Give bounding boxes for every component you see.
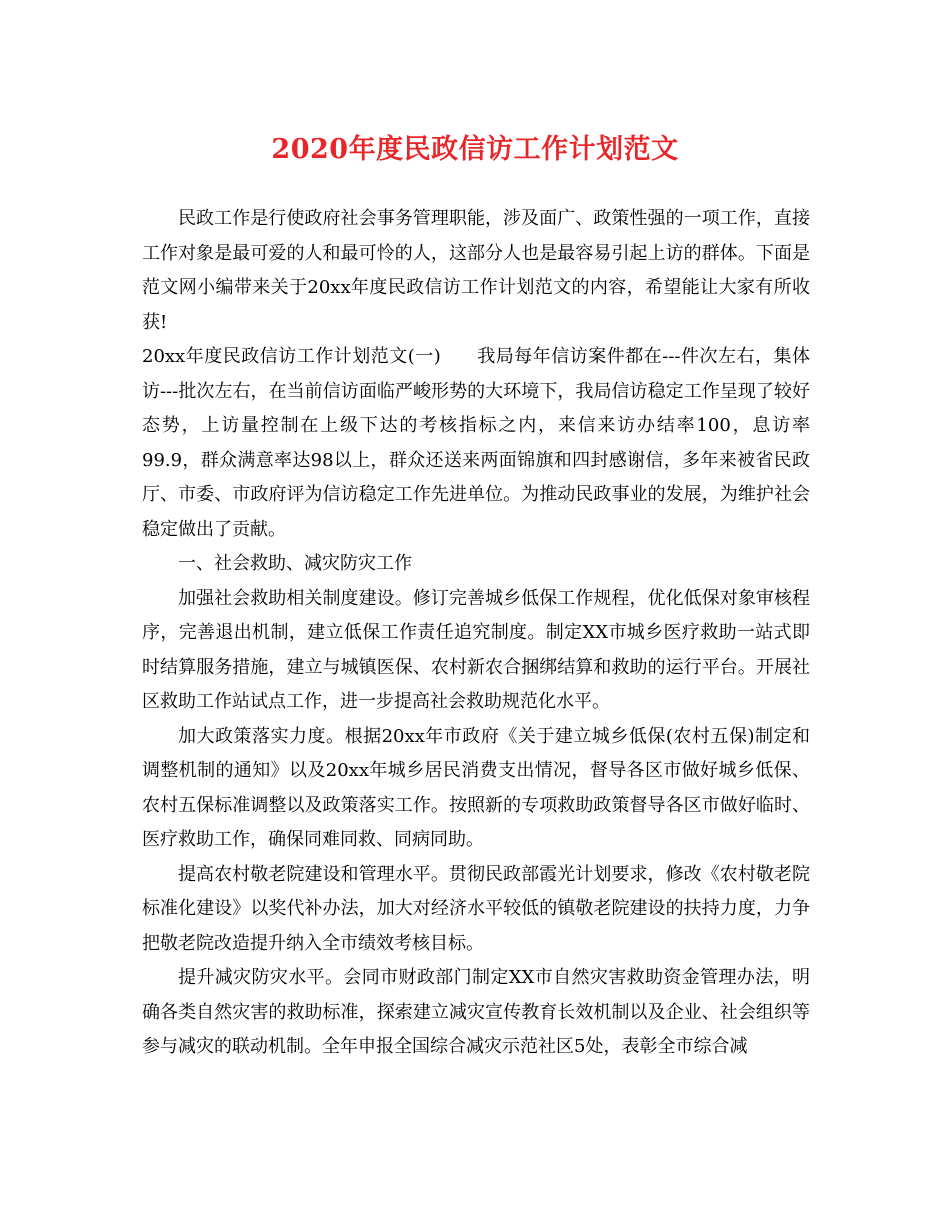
paragraph-social-aid-system: 加强社会救助相关制度建设。修订完善城乡低保工作规程，优化低保对象审核程序，完善退出机制，建立低保工作责任追究制度。制定XX市城乡医疗救助一站式即时结算服务措施，建立与城镇医保、农村新农合捆绑结算和救助的运行平台。开展社区救助工作站试点工作，进一步提高社会救助规范化水平。 — [142, 587, 810, 712]
subheading-social-aid: 一、社会救助、减灾防灾工作 — [178, 553, 412, 574]
section1-text: 我局每年信访案件都在---件次左右，集体访---批次左右，在当前信访面临严峻形势的大环境下，我局信访稳定工作呈现了较好态势，上访量控制在上级下达的考核指标之内，来信来访办结率100，息访率99.9，群众满意率达98以上，群众还送来两面锦旗和四封感谢信，多年来被省民政厅、市委、市政府评为信访稳定工作先进单位。为推动民政事业的发展，为维护社会稳定做出了贡献。 — [142, 346, 810, 540]
paragraph-disaster-reduction: 提升减灾防灾水平。会同市财政部门制定XX市自然灾害救助资金管理办法，明确各类自然灾害的救助标准，探索建立减灾宣传教育长效机制以及企业、社会组织等参与减灾的联动机制。全年申报全国综合减灾示范社区5处，表彰全市综合减 — [142, 967, 810, 1057]
paragraph-nursing-home: 提高农村敬老院建设和管理水平。贯彻民政部霞光计划要求，修改《农村敬老院标准化建设》以奖代补办法，加大对经济水平较低的镇敬老院建设的扶持力度，力争把敬老院改造提升纳入全市绩效考核目标。 — [142, 863, 810, 954]
section1-paragraph — [142, 340, 810, 547]
document-body — [142, 202, 810, 1065]
document-title: 2020年度民政信访工作计划范文 — [271, 134, 679, 165]
intro-paragraph: 民政工作是行使政府社会事务管理职能，涉及面广、政策性强的一项工作，直接工作对象是最可爱的人和最可怜的人，这部分人也是最容易引起上访的群体。下面是范文网小编带来关于20xx年度民政信访工作计划范文的内容，希望能让大家有所收获! — [142, 208, 810, 333]
paragraph-policy-implementation: 加大政策落实力度。根据20xx年市政府《关于建立城乡低保(农村五保)制定和调整机制的通知》以及20xx年城乡居民消费支出情况，督导各区市做好城乡低保、农村五保标准调整以及政策落实工作。按照新的专项救助政策督导各区市做好临时、医疗救助工作，确保同难同救、同病同助。 — [142, 725, 810, 850]
section1-heading: 20xx年度民政信访工作计划范文(一) — [142, 346, 441, 367]
